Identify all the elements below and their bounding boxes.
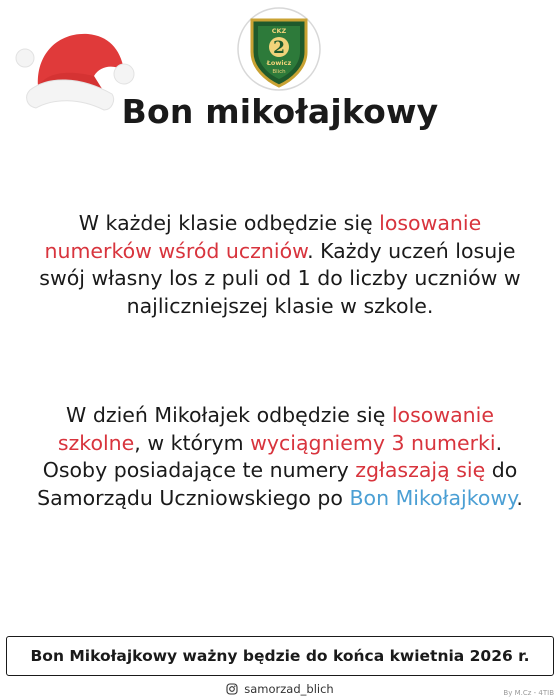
p2-text-3: . Osoby posiadające te numery [42, 430, 503, 482]
p1-text-1: W każdej klasie odbędzie się [78, 211, 380, 235]
p1-highlight-class-draw: losowanie numerków wśród uczniów [44, 211, 482, 263]
p2-highlight-voucher: Bon Mikołajkowy [349, 485, 517, 510]
logo-line2: Łowicz [266, 59, 292, 67]
instagram-handle[interactable]: samorzad_blich [244, 682, 334, 696]
instagram-icon [226, 683, 238, 695]
p2-text-2: , w którym [134, 430, 251, 455]
paragraph-draw-rules [30, 210, 530, 320]
logo-line3: Blich [272, 69, 286, 75]
p2-highlight-school-draw: losowanie szkolne [57, 403, 494, 455]
paragraph-school-draw [30, 402, 530, 512]
logo-line1: CKZ [271, 27, 287, 35]
p2-text-1: W dzień Mikołajek odbędzie się [66, 403, 392, 427]
logo-number: 2 [273, 38, 285, 58]
p2-highlight-report: zgłaszają się [355, 458, 486, 482]
p2-text-4: do Samorządu Uczniowskiego po [37, 458, 518, 510]
school-logo [236, 6, 322, 92]
page-title: Bon mikołajkowy [121, 92, 439, 131]
p2-text-5: . [516, 485, 523, 510]
p2-highlight-three-numbers: wyciągniemy 3 numerki [250, 430, 496, 455]
validity-notice-box [6, 636, 554, 676]
footer [0, 682, 560, 696]
validity-notice-text: Bon Mikołajkowy ważny będzie do końca kwietnia 2026 r. [30, 647, 530, 665]
p1-text-2: . Każdy uczeń losuje swój własny los z puli od 1 do liczby uczniów w najliczniejszej klasie w szkole. [39, 238, 521, 318]
credit-text: By M.Cz - 4TIB [503, 689, 554, 697]
